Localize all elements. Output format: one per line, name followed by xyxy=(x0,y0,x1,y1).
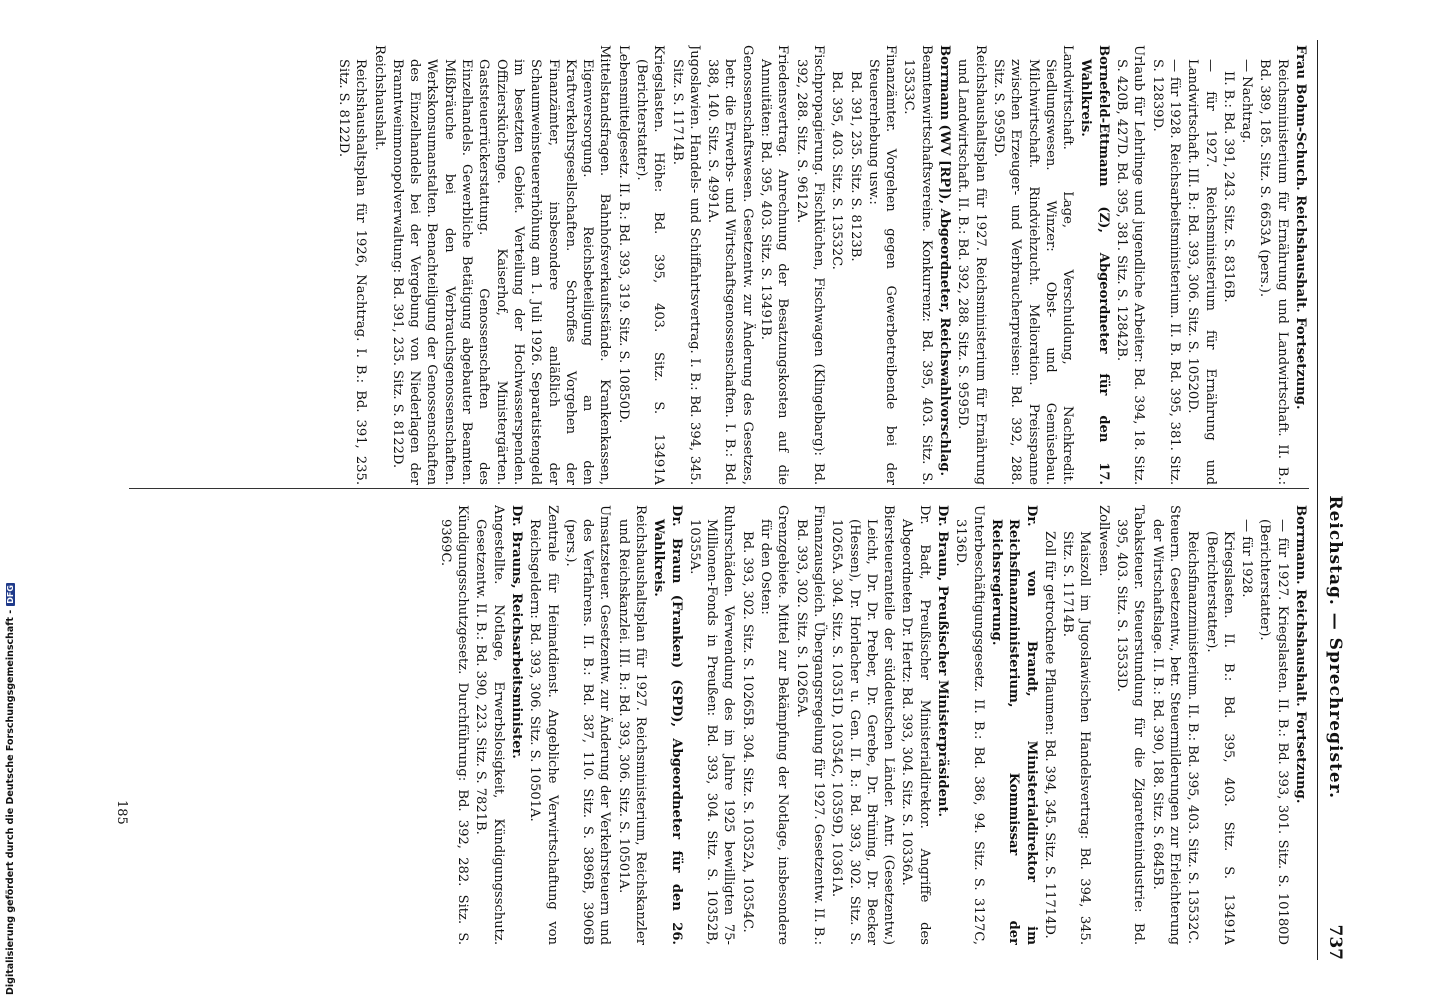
entry-line: Steuern. Gesetzentw., betr. Steuermilderungen zur Erleichterung der Wirtschaftslage. II. B.: Bd. 390, 188. Sitz. S. 6845B. xyxy=(1149,505,1182,945)
digitization-credit-inner xyxy=(4,585,16,995)
page-number: 737 xyxy=(1325,924,1345,960)
entry-line: Mittelstandsfragen. Bahnhofsverkaufsstände. Krankenkassen, Eigenversorgung. Reichsbeteiligung an den Kraftverkehrsgesellschaften. Schroffes Vorgehen der Finanzämter, insbesondere anläßlich der Schaumweinsteuererhöhung am 1. Juli 1926. Separatistengeld im besetzten Gebiet. Verteilung der Hochwasserspenden. Offiziersküchenge. Kaiserhof, Ministergärten. Gaststeuerrückerstattung. Genossenschaften des Einzelhandels. Gewerbliche Betätigung abgebauter Beamten. Mißbräuche bei den Verbrauchsgenossenschaften. Werkskonsumanstalten. Benachteiligung der Genossenschaften des Einzelhandels bei der Vergebung von Niederlagen der Branntweinmonopolverwaltung: Bd. 391, 235. Sitz. S. 8122D. xyxy=(389,45,613,485)
entry-line: Lebensmittelgesetz. II. B.: Bd. 393, 319. Sitz. S. 10850D. xyxy=(615,45,631,424)
entry-line: Kündigungsschutzgesetz. Durchführung: Bd. 392, 282. Sitz. S. 9369C. xyxy=(437,505,471,945)
running-title: Reichstag. — Sprechregister. xyxy=(1325,495,1345,799)
entry-heading: Borrmann. Reichshaushalt. Fortsetzung. xyxy=(1293,505,1308,804)
entry-heading: Dr. von Brandt, Ministerialdirektor im Reichsfinanzministerium, Kommissar der Reichsregierung. xyxy=(988,505,1039,945)
entry-heading: Dr. Brauns, Reichsarbeitsminister. xyxy=(508,505,524,759)
entry-line: Bd. 395, 403. Sitz. S. 13532C. xyxy=(829,71,845,270)
entry-line: Bd. 393, 302. Sitz. S. 10265B. 304. Sitz. S. 10352A, 10354C. xyxy=(739,531,755,933)
entry-line: II. B.: Bd. 391, 243. Sitz. S. 8316B. xyxy=(1220,71,1236,303)
entry-line: Reichsfinanzministerium. II. B.: Bd. 395, 403. Sitz. S. 13532C. xyxy=(1185,531,1201,944)
entry-line: Reichshaushaltsplan für 1926, Nachtrag. I. B.: Bd. 391, 235. Sitz. S. 8122D. xyxy=(335,59,369,485)
entry-line: Angestellte. Notlage, Erwerbslosigkeit, Kündigungsschutz. Gesetzentw. II. B.: Bd. 390, 223. Sitz. S. 7821B. xyxy=(473,505,506,945)
entry-line: Finanzämter. Vorgehen gegen Gewerbetreibende bei der Steuererhebung usw.: xyxy=(865,45,899,485)
column-divider xyxy=(129,488,1309,489)
credit-text: Digitalisierung gefördert durch die Deutsche Forschungsgemeinschaft - xyxy=(4,609,16,995)
entry-line: Friedensvertrag. Anrechnung der Besatzungskosten auf die Annuitäten: Bd. 395, 403. Sitz. S. 13491B. xyxy=(758,45,791,485)
entry-heading: Dr. Braun, Preußischer Ministerpräsident. xyxy=(935,505,951,818)
entry-line: Reichshaushalt. xyxy=(371,45,387,151)
entry-line: Tabaksteuer. Steuerstundung für die Zigarettenindustrie: Bd. 395, 403. Sitz. S. 13533D. xyxy=(1114,505,1147,945)
page-header xyxy=(1321,40,1349,960)
entry-line: Beamtenwirtschaftsvereine. Konkurrenz: Bd. 395, 403. Sitz. S. 13533C. xyxy=(901,45,934,485)
entry-line: Kriegslasten. Höhe: Bd. 395, 403. Sitz. S. 13491A (Berichterstatter). xyxy=(634,45,667,485)
entry-line: Grenzgebiete. Mittel zur Bekämpfung der Notlage, insbesondere für den Osten: xyxy=(758,505,791,945)
entry-line: Reichshaushaltsplan für 1927. Reichsministerium für Ernährung und Landwirtschaft. II. B.: Bd. 392, 288. Sitz. S. 9595D. xyxy=(955,45,988,485)
dfg-logo: DFG xyxy=(5,585,15,604)
entry-heading: Dr. Braun (Franken) (SPD), Abgeordneter für den 26. Wahlkreis. xyxy=(651,505,684,945)
entry-line: — für 1928. xyxy=(1239,519,1255,598)
entry-line: Ruhrschäden. Verwendung des im Jahre 1925 bewilligten 75-Millionen-Fonds in Preußen: Bd. 393, 304. Sitz. S. 10352B, 10355A. xyxy=(686,505,737,945)
footer-number: 185 xyxy=(114,800,129,825)
entry-line: Reichshaushaltsplan für 1927. Reichsministerium, Reichskanzler und Reichskanzlei. III. B.: Bd. 393, 306. Sitz. S. 10501A. xyxy=(615,505,649,945)
entry-line: Maiszoll im Jugoslawischen Handelsvertrag: Bd. 394, 345. Sitz. S. 11714B. xyxy=(1060,531,1093,945)
entry-line: Jugoslawien. Handels- und Schiffahrtsvertrag. I. B.: Bd. 394, 345. Sitz. S. 11714B. xyxy=(669,45,702,485)
entry-line: Biersteueranteile der süddeutschen Länder. Antr. (Gesetzentw.) Leicht, Dr. Dr. Preber, Dr. Gerebe, Dr. Brüning, Dr. Becker (Hessen), Dr. Horlacher u. Gen. II. B.: Bd. 393, 302. Sitz. S. 10265A. 304. Sitz. S. 10351D, 10354C, 10359D, 10361A. xyxy=(829,505,897,945)
header-rule xyxy=(1317,40,1318,960)
entry-line: Zollwesen. xyxy=(1095,505,1111,577)
left-column xyxy=(129,45,1309,485)
entry-line: Zoll für getrocknete Pflaumen: Bd. 394, 345. Sitz. S. 11714D. xyxy=(1041,531,1057,939)
entry-line: Landwirtschaft. Lage, Verschuldung, Nachkredit. Siedlungswesen. Winzer: Obst- und Gemüsebau. Milchwirtschaft. Rindviehzucht. Melioration. Preisspanne zwischen Erzeuger- und Verbraucherpreisen: Bd. 392, 288. Sitz. S. 9595D. xyxy=(990,45,1076,485)
entry-line: Urlaub für Lehrlinge und jugendliche Arbeiter: Bd. 394, 18. Sitz. S. 420B, 427D. Bd. 395, 381. Sitz. S. 12842B. xyxy=(1114,45,1147,485)
entry-line: — Nachtrag. xyxy=(1239,59,1255,144)
entry-heading: Frau Bohm-Schuch. Reichshaushalt. Fortsetzung. xyxy=(1293,45,1308,410)
entry-line: Finanzausgleich. Übergangsregelung für 1927. Gesetzentw. II. B.: Bd. 393, 302. Sitz. S. 10265A. xyxy=(793,505,826,945)
entry-line: Kriegslasten. II. B.: Bd. 395, 403. Sitz. S. 13491A (Berichterstatter). xyxy=(1203,531,1236,945)
entry-heading: Borrmann (WV [RP]), Abgeordneter, Reichswahlvorschlag. xyxy=(937,45,953,477)
digitization-credit xyxy=(4,585,16,995)
right-column xyxy=(129,505,1309,945)
entry-line: Zentrale für Heimatdienst. Angebliche Verwirtschaftung von Reichsgeldern: Bd. 393, 306. Sitz. S. 10501A. xyxy=(527,505,560,945)
entry-line: Genossenschaftswesen. Gesetzentw. zur Änderung des Gesetzes, betr. die Erwerbs- und Wirtschaftsgenossenschaften. I. B.: Bd. 388, 140. Sitz. S. 4991A. xyxy=(705,45,755,485)
entry-line: Bd. 391, 235. Sitz. S. 8123B. xyxy=(847,71,863,262)
entry-heading: Bornefeld-Ettmann (Z), Abgeordneter für den 17. Wahlkreis. xyxy=(1078,45,1111,485)
entry-line: Fischpropagierung. Fischküchen, Fischwagen (Klingelbarg): Bd. 392, 288. Sitz. S. 9612A. xyxy=(793,45,826,485)
entry-line: — für 1927. Kriegslasten. II. B.: Bd. 393, 301. Sitz. S. 10180D (Berichterstatter). xyxy=(1257,519,1290,945)
entry-line: — für 1928. Reichsarbeitsministerium. II. B. Bd. 395, 381. Sitz. S. 12839D. xyxy=(1149,59,1182,485)
entry-line: Reichsministerium für Ernährung und Landwirtschaft. II. B.: Bd. 389, 185. Sitz. S. 6653A (pers.). xyxy=(1257,59,1290,485)
entry-line: Dr. Badt, Preußischer Ministerialdirektor. Angriffe des Abgeordneten Dr. Hertz: Bd. 393, 304. Sitz. S. 10336A. xyxy=(899,505,932,945)
entry-line: Umsatzsteuer. Gesetzentw. zur Änderung der Verkehrsteuern und des Verfahrens. II. B.: Bd. 387, 110. Sitz. S. 3896B, 3906B (pers.). xyxy=(562,505,613,945)
entry-line: — für 1927. Reichsministerium für Ernährung und Landwirtschaft. III. B.: Bd. 393, 306. Sitz. S. 10520D. xyxy=(1185,59,1218,485)
entry-line: Unterbeschäftigungsgesetz. II. B.: Bd. 386, 94. Sitz. S. 3127C, 3136D. xyxy=(953,505,986,945)
